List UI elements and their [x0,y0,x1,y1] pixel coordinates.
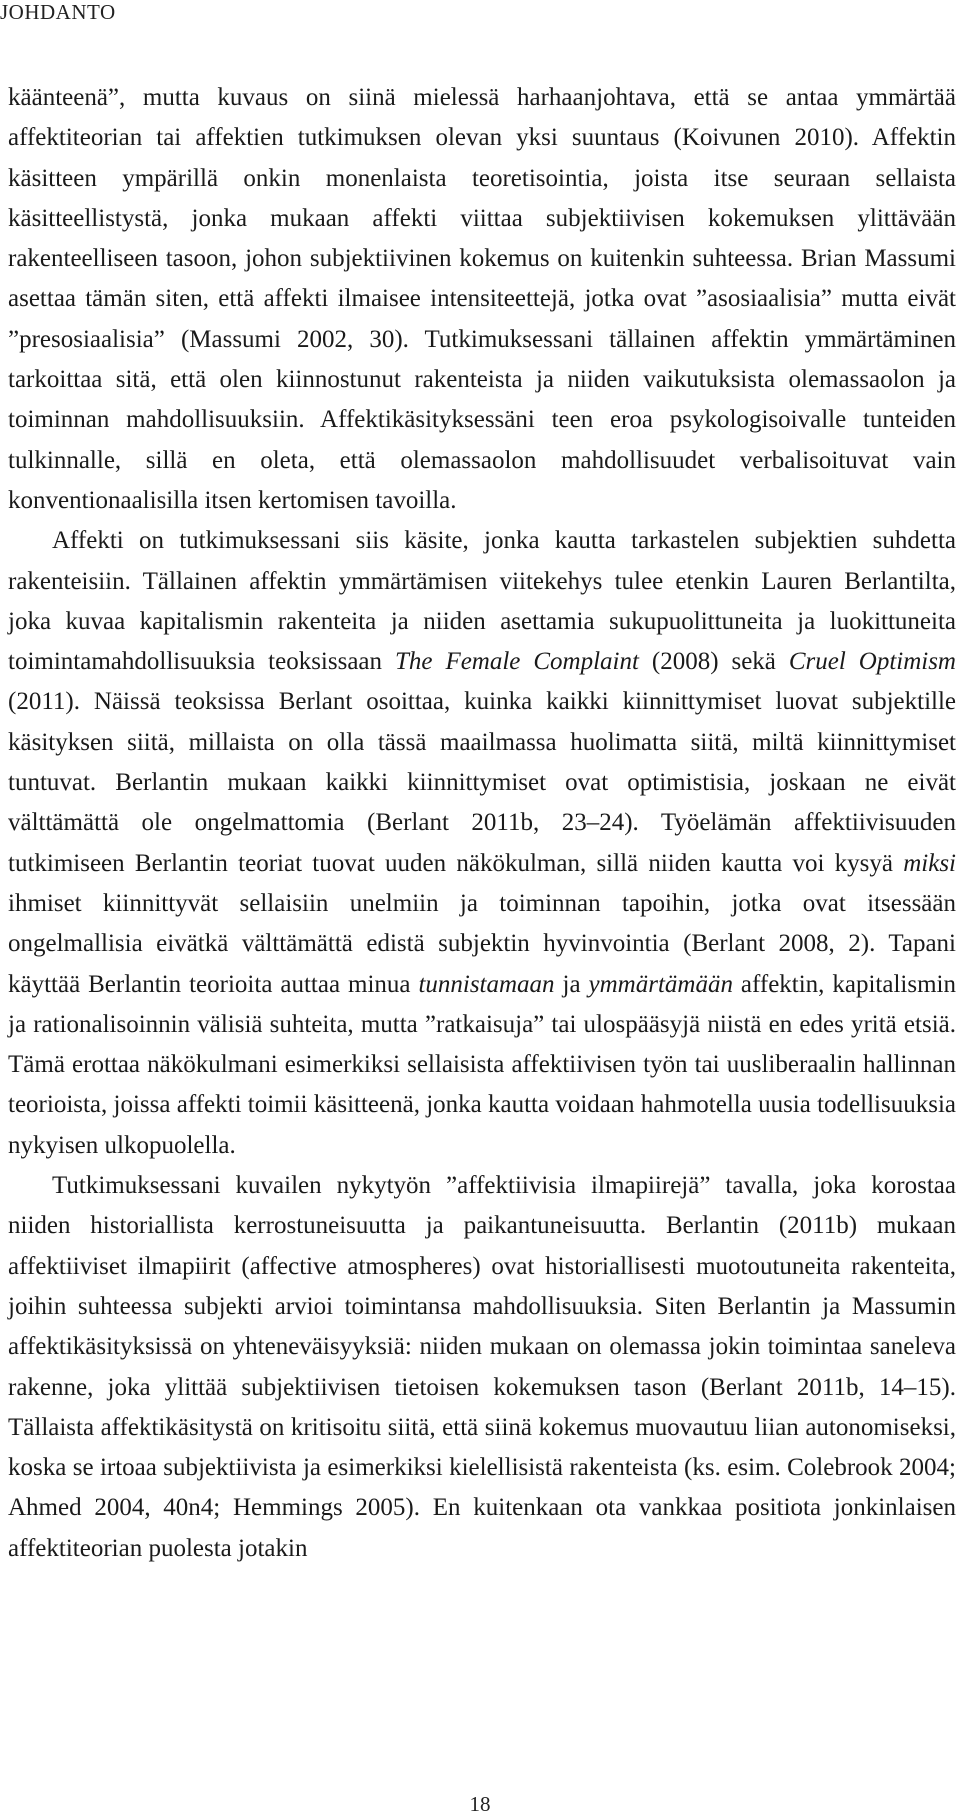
text-segment: (2008) sekä [638,648,789,676]
text-segment: käänteenä”, mutta kuvaus on siinä mielessä harhaanjohtava, että se antaa ymmärtää affektiteorian tai affektien tutkimuksen olevan yksi suuntaus (Koivunen 2010). Affektin käsitteen ympärillä onkin monenlaista teoretisointia, joista itse seuraan sellaista käsitteellistystä, jonka mukaan affekti viittaa subjektiivisen kokemuksen ylittävään rakenteelliseen tasoon, johon subjektiivinen kokemus on kuitenkin suhteessa. Brian Massumi asettaa tämän siten, että affekti ilmaisee intensiteettejä, jotka ovat ”asosiaalisia” mutta eivät ”presosiaalisia” (Massumi 2002, 30). Tutkimuksessani tällainen affektin ymmärtäminen tarkoittaa sitä, että olen kiinnostunut rakenteista ja niiden vaikutuksista olemassaolon ja toiminnan mahdollisuuksiin. Affektikäsityksessäni teen eroa psykologisoivalle tunteiden tulkinnalle, sillä en oleta, että olemassaolon mahdollisuudet verbalisoituvat vain konventionaalisilla itsen kertomisen tavoilla. [8,84,956,514]
paragraph-1 [8,78,956,521]
emphasis-miksi: miksi [903,849,956,877]
paragraph-2 [8,521,956,1166]
text-segment: affektin, kapitalismin ja rationalisoinnin välisiä suhteita, mutta ”ratkaisuja” tai ulospääsyjä niistä en edes yritä etsiä. Tämä erottaa näkökulmani esimerkiksi sellaisista affektiivisen työn tai uusliberaalin hallinnan teorioista, joissa affekti toimii käsitteenä, jonka kautta voidaan hahmotella uusia todellisuuksia nykyisen ulkopuolella. [8,970,956,1159]
text-segment: ja [554,970,589,998]
book-title-female-complaint: The Female Complaint [394,648,639,676]
text-segment: Affekti on tutkimuksessani siis käsite, jonka kautta tarkastelen subjektien suhdetta rakenteisiin. Tällainen affektin ymmärtämisen viitekehys tulee etenkin Lauren Berlantilta, joka kuvaa kapitalismin rakenteita ja niiden asettamia sukupuolittuneita ja luokittuneita toimintamahdollisuuksia teoksissaan [8,527,956,676]
text-segment: (2011). Näissä teoksissa Berlant osoittaa, kuinka kaikki kiinnittymiset luovat subjektille käsityksen siitä, millaista on olla tässä maailmassa huolimatta siitä, miltä kiinnittymiset tuntuvat. Berlantin mukaan kaikki kiinnittymiset ovat optimistisia, joskaan ne eivät välttämättä ole ongelmattomia (Berlant 2011b, 23–24). Työelämän affektiivisuuden tutkimiseen Berlantin teoriat tuovat uuden näkökulman, sillä niiden kautta voi kysyä [8,688,956,877]
book-title-cruel-optimism: Cruel Optimism [788,648,956,676]
emphasis-ymmartamaan: ymmärtämään [588,970,733,998]
text-segment: Tutkimuksessani kuvailen nykytyön ”affektiivisia ilmapiirejä” tavalla, joka korostaa niiden historiallista kerrostuneisuutta ja paikantuneisuutta. Berlantin (2011b) mukaan affektiiviset ilmapiirit (affective atmospheres) ovat historiallisesti muotoutuneita rakenteita, joihin suhteessa subjekti arvioi toimintansa mahdollisuuksia. Siten Berlantin ja Massumin affektikäsityksissä on yhteneväisyyksiä: niiden mukaan on olemassa jokin toimintaa saneleva rakenne, joka ylittää subjektiivisen tietoisen kokemuksen tason (Berlant 2011b, 14–15). Tällaista affektikäsitystä on kritisoitu siitä, että siinä kokemus muovautuu liian autonomiseksi, koska se irtoaa subjektiivista ja esimerkiksi kielellisistä rakenteista (ks. esim. Colebrook 2004; Ahmed 2004, 40n4; Hemmings 2005). En kuitenkaan ota vankkaa positiota jonkinlaisen affektiteorian puolesta jotakin [8,1172,956,1562]
page-number: 18 [469,1792,491,1816]
body-text [8,78,956,1569]
emphasis-tunnistamaan: tunnistamaan [418,970,555,998]
paragraph-3 [8,1166,956,1569]
text-segment: ihmiset kiinnittyvät sellaisiin unelmiin ja toiminnan tapoihin, jotka ovat itsessään ongelmallisia eivätkä välttämättä edistä subjektin hyvinvointia (Berlant 2008, 2). Tapani käyttää Berlantin teorioita auttaa minua [8,889,956,998]
running-head: JOHDANTO [0,0,116,24]
